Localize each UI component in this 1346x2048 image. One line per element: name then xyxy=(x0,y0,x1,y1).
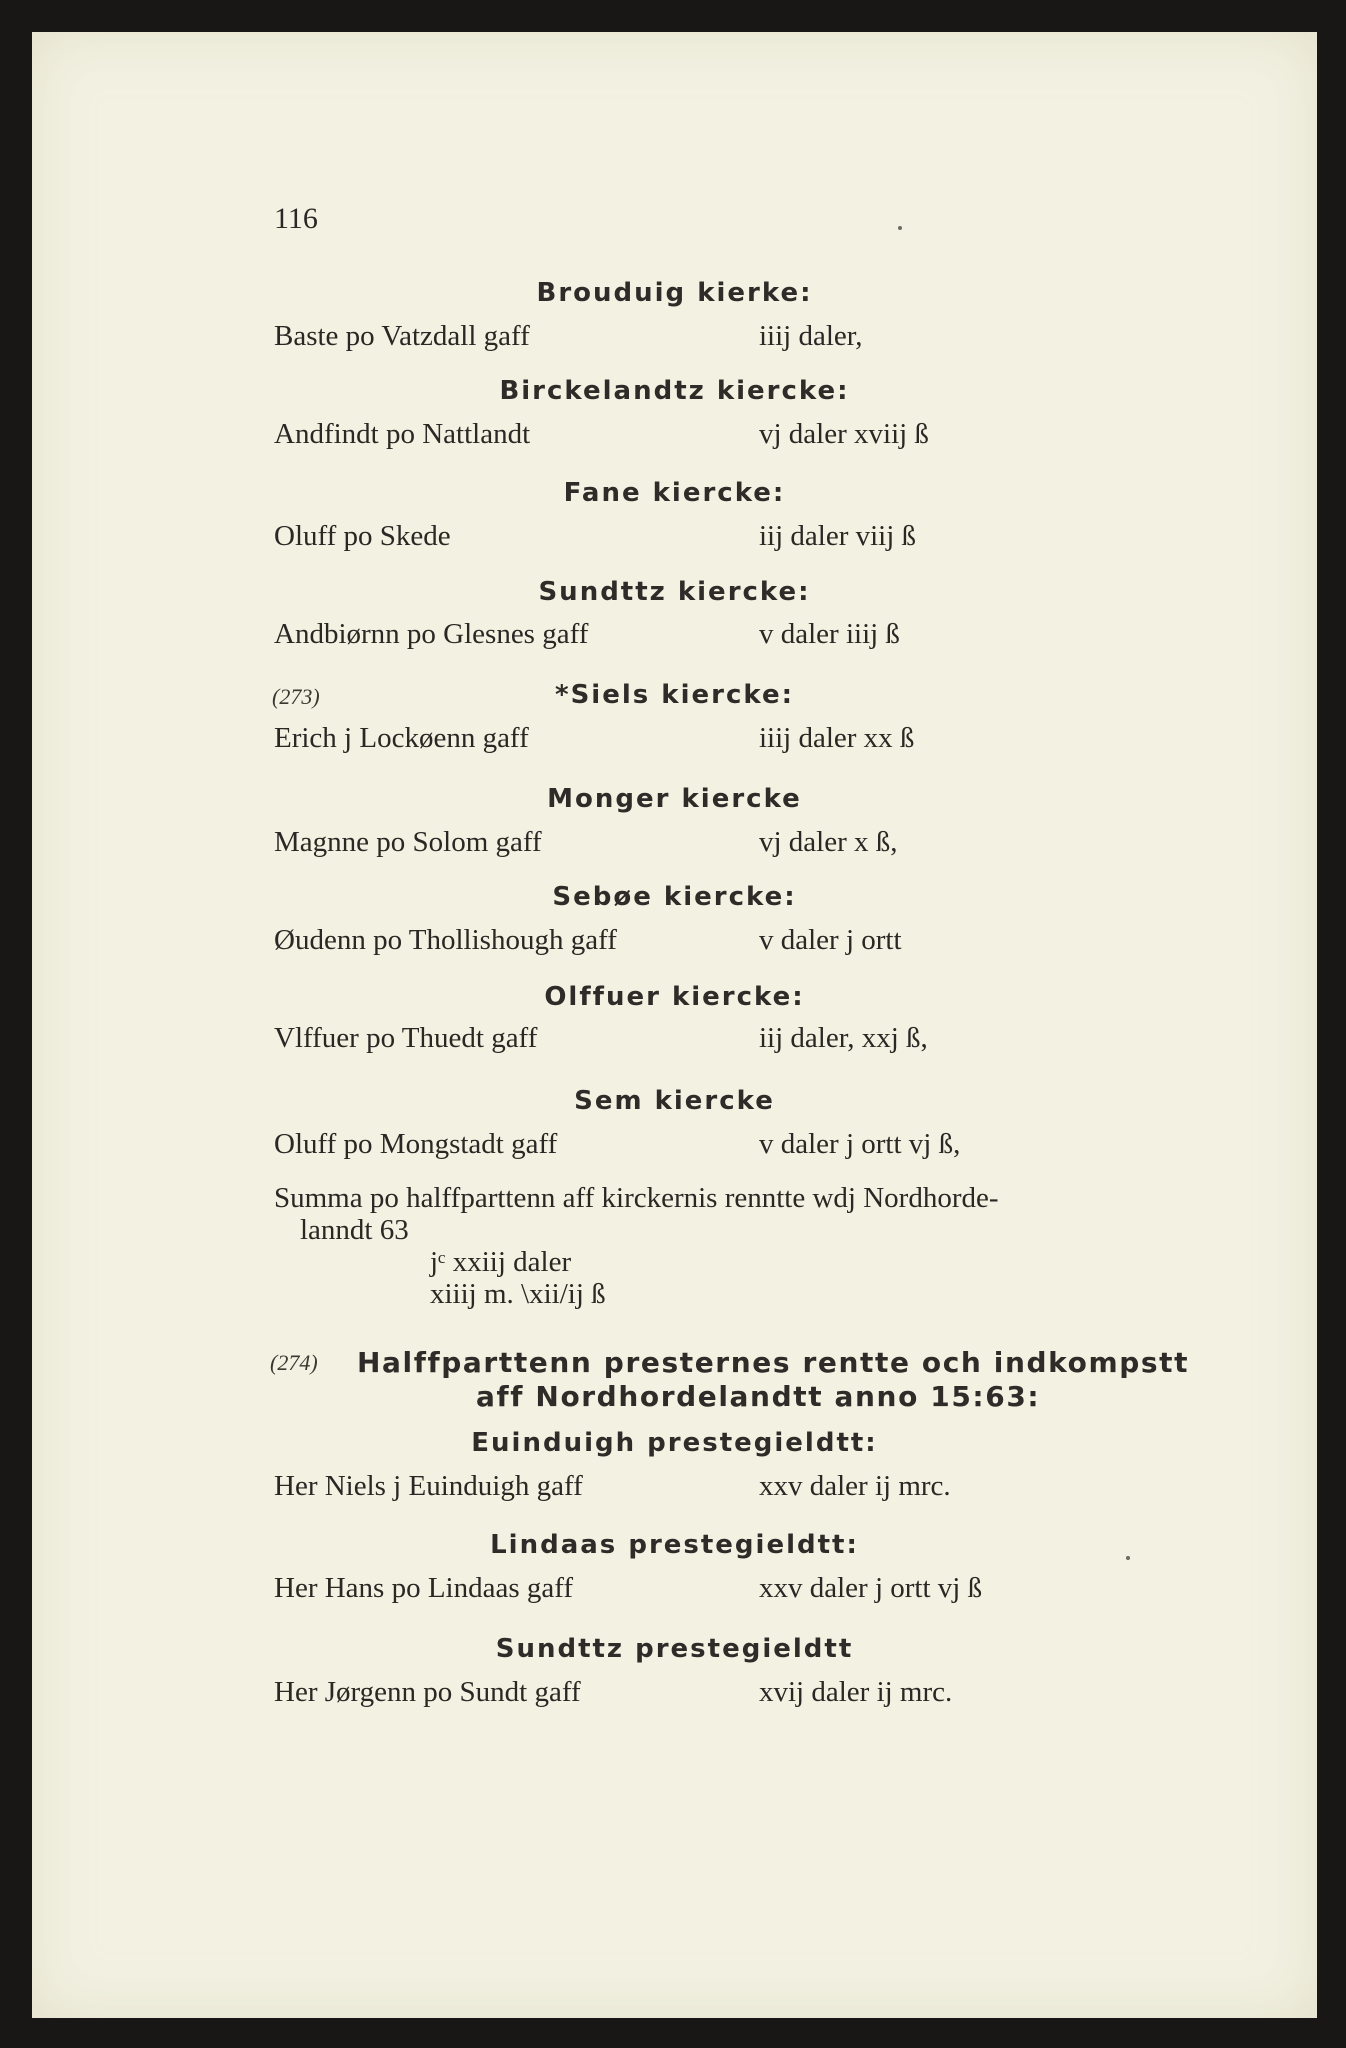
amount: v daler iiij ß xyxy=(759,618,900,650)
church-heading: Brouduig kierke: xyxy=(536,278,813,308)
church-heading: Monger kiercke xyxy=(547,784,802,814)
section-title: aff Nordhordelandtt anno 15:63: xyxy=(476,1380,1041,1413)
amount: v daler j ortt xyxy=(759,924,902,956)
amount: v daler j ortt vj ß, xyxy=(759,1128,961,1160)
section-number: (274) xyxy=(270,1350,318,1375)
church-heading: Sundttz kiercke: xyxy=(538,577,811,607)
payer-entry: Andbiørnn po Glesnes gaff xyxy=(274,618,589,650)
summa-line: Summa po halffparttenn aff kirckernis renntte wdj Nordhorde- xyxy=(274,1182,999,1214)
payer-entry: Øudenn po Thollishough gaff xyxy=(274,924,617,956)
parish-heading: Euinduigh prestegieldtt: xyxy=(471,1428,878,1458)
payer-entry: Her Hans po Lindaas gaff xyxy=(274,1572,574,1604)
amount: iiij daler, xyxy=(759,320,863,352)
amount: vj daler x ß, xyxy=(759,826,898,858)
church-heading: Olffuer kiercke: xyxy=(544,982,805,1012)
amount: iiij daler xx ß xyxy=(759,722,915,754)
church-heading: Birckelandtz kiercke: xyxy=(499,376,850,406)
payer-entry: Oluff po Mongstadt gaff xyxy=(274,1128,558,1160)
amount: vj daler xviij ß xyxy=(759,418,929,450)
payer-entry: Oluff po Skede xyxy=(274,520,451,552)
payer-entry: Magnne po Solom gaff xyxy=(274,826,542,858)
amount: xxv daler j ortt vj ß xyxy=(759,1572,983,1604)
church-heading: Fane kiercke: xyxy=(563,478,786,508)
page-number: 116 xyxy=(274,202,318,235)
payer-entry: Her Niels j Euinduigh gaff xyxy=(274,1470,583,1502)
amount: xxv daler ij mrc. xyxy=(759,1470,951,1502)
church-heading: *Siels kiercke: xyxy=(554,680,794,710)
payer-entry: Vlffuer po Thuedt gaff xyxy=(274,1022,538,1054)
church-heading: Sebøe kiercke: xyxy=(552,882,797,912)
speck xyxy=(898,226,902,230)
document-page xyxy=(32,32,1317,2018)
amount: xvij daler ij mrc. xyxy=(759,1676,953,1708)
parish-heading: Lindaas prestegieldtt: xyxy=(490,1530,859,1560)
church-heading: Sem kiercke xyxy=(574,1086,775,1116)
payer-entry: Baste po Vatzdall gaff xyxy=(274,320,530,352)
amount: iij daler, xxj ß, xyxy=(759,1022,928,1054)
payer-entry: Andfindt po Nattlandt xyxy=(274,418,531,450)
section-title: Halffparttenn presternes rentte och indkompstt xyxy=(357,1346,1190,1379)
parish-heading: Sundttz prestegieldtt xyxy=(495,1634,854,1664)
section-number: (273) xyxy=(272,684,320,709)
amount: iij daler viij ß xyxy=(759,520,917,552)
payer-entry: Erich j Lockøenn gaff xyxy=(274,722,529,754)
summa-total-marks: xiiij m. \xii/ij ß xyxy=(430,1278,606,1310)
summa-total-daler: jᶜ xxiij daler xyxy=(430,1246,572,1278)
summa-line: lanndt 63 xyxy=(300,1214,409,1246)
payer-entry: Her Jørgenn po Sundt gaff xyxy=(274,1676,581,1708)
